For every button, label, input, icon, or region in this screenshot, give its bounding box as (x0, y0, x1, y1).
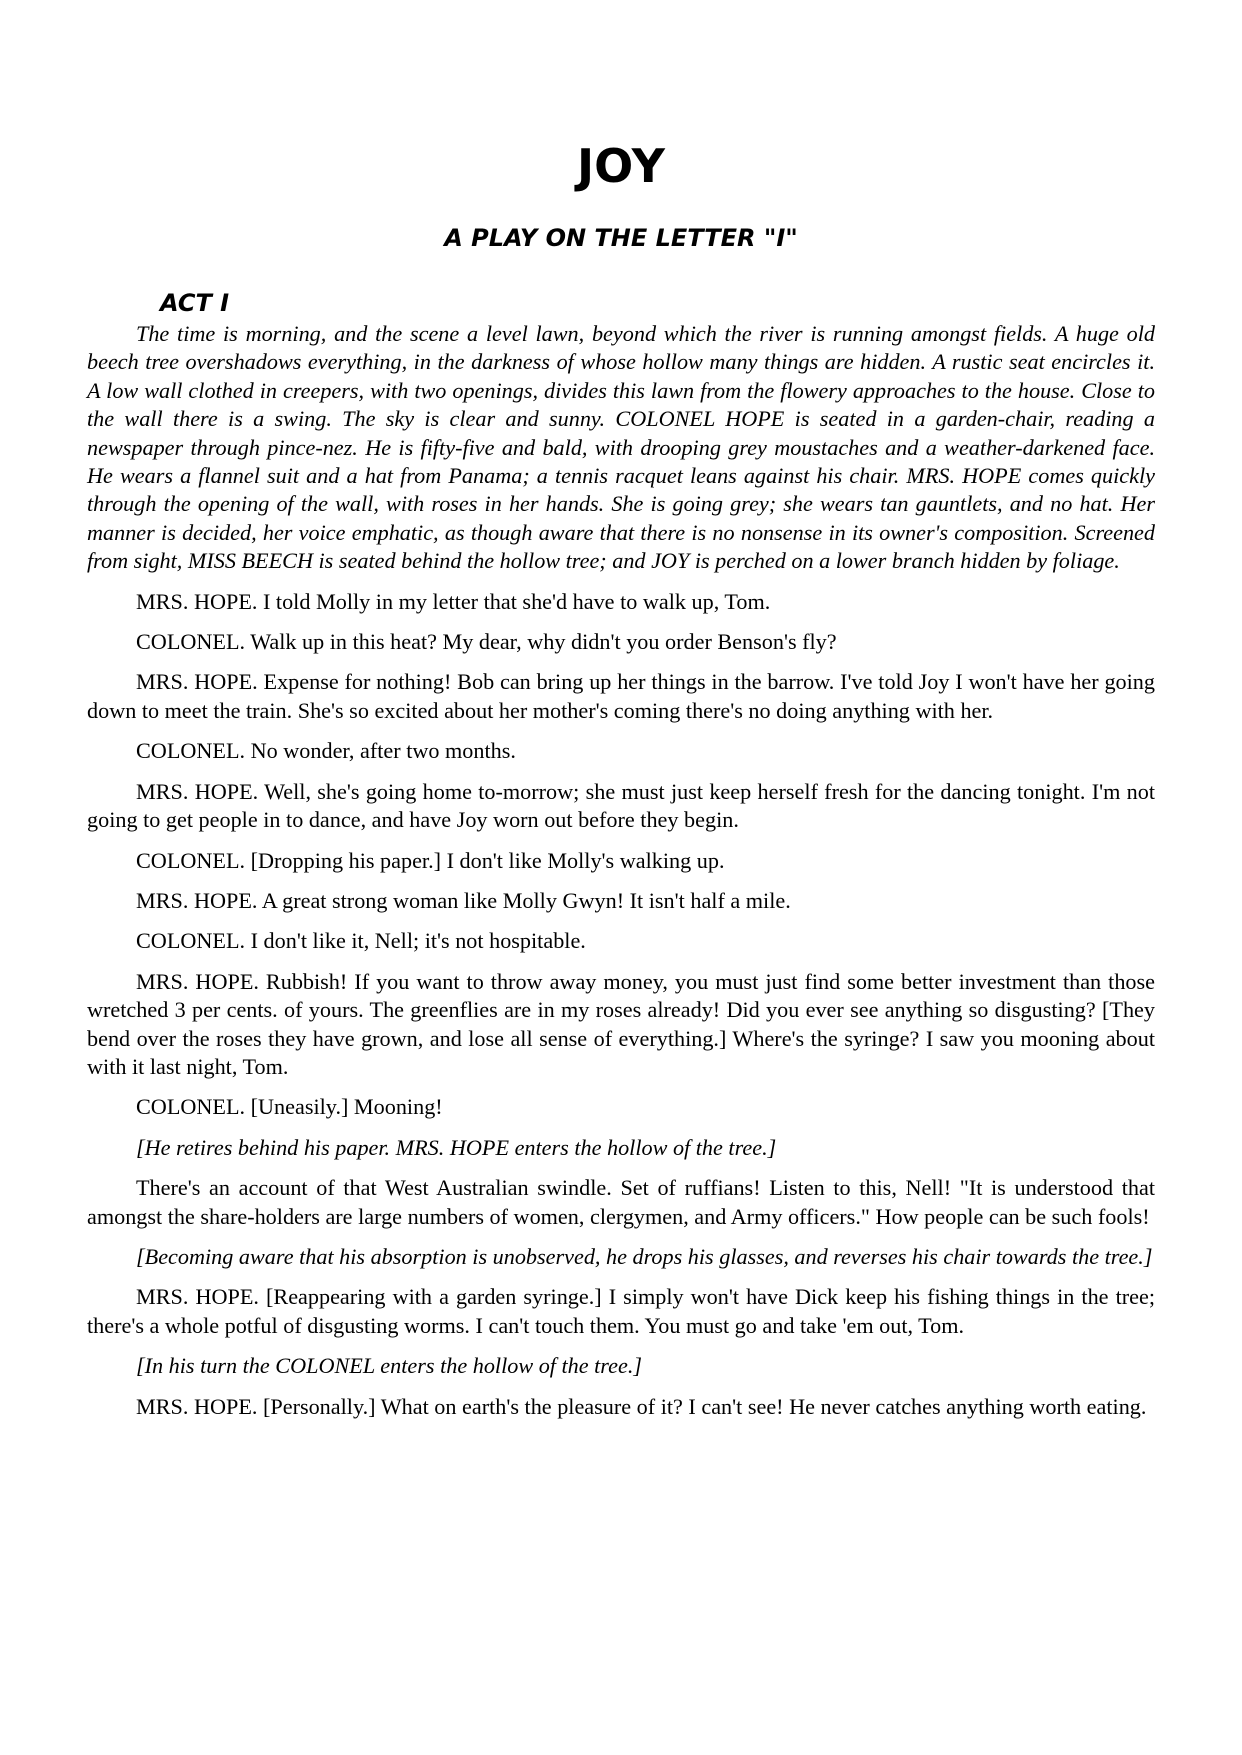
dialogue-line: COLONEL. Walk up in this heat? My dear, why didn't you order Benson's fly? (136, 629, 837, 655)
dialogue-line: MRS. HOPE. Well, she's going home to-morrow; she must just keep herself fresh for the dancing tonight. I'm not going to get people in to dance, and have Joy worn out before they begin. (87, 778, 1155, 833)
play-subtitle: A PLAY ON THE LETTER "I" (444, 224, 798, 252)
play-title: JOY (577, 139, 665, 193)
stage-direction: [In his turn the COLONEL enters the hollow of the tree.] (136, 1353, 642, 1379)
dialogue-line: COLONEL. No wonder, after two months. (136, 738, 516, 764)
dialogue-line: MRS. HOPE. Rubbish! If you want to throw away money, you must just find some better investment than those wretched 3 per cents. of yours. The greenflies are in my roses already! Did you ever see anything so disgusting? [They bend over the roses they have grown, and lose all sense of everything.] Where's the syringe? I saw you mooning about with it last night, Tom. (87, 968, 1155, 1079)
act-heading: ACT I (160, 289, 230, 317)
stage-direction: [Becoming aware that his absorption is unobserved, he drops his glasses, and reverses his chair towards the tree.] (136, 1243, 1153, 1269)
dialogue-line: MRS. HOPE. A great strong woman like Molly Gwyn! It isn't half a mile. (136, 887, 791, 913)
dialogue-line: COLONEL. [Dropping his paper.] I don't like Molly's walking up. (136, 847, 725, 873)
script-body (87, 320, 1155, 1433)
dialogue-line: There's an account of that West Australian swindle. Set of ruffians! Listen to this, Nell! "It is understood that amongst the share-holders are large numbers of women, clergymen, and Army officers." How people can be such fools! (87, 1175, 1155, 1229)
dialogue-line: MRS. HOPE. I told Molly in my letter that she'd have to walk up, Tom. (136, 588, 771, 614)
dialogue-line: MRS. HOPE. [Reappearing with a garden syringe.] I simply won't have Dick keep his fishing things in the tree; there's a whole potful of disgusting worms. I can't touch them. You must go and take 'em out, Tom. (87, 1284, 1155, 1338)
stage-direction: [He retires behind his paper. MRS. HOPE enters the hollow of the tree.] (136, 1134, 777, 1160)
dialogue-line: MRS. HOPE. [Personally.] What on earth's the pleasure of it? I can't see! He never catches anything worth eating. (136, 1393, 1147, 1419)
dialogue-line: COLONEL. I don't like it, Nell; it's not hospitable. (136, 928, 586, 954)
dialogue-line: COLONEL. [Uneasily.] Mooning! (136, 1094, 443, 1120)
stage-direction: The time is morning, and the scene a level lawn, beyond which the river is running amongst fields. A huge old beech tree overshadows everything, in the darkness of whose hollow many things are hidden. A rustic seat encircles it. A low wall clothed in creepers, with two openings, divides this lawn from the flowery approaches to the house. Close to the wall there is a swing. The sky is clear and sunny. COLONEL HOPE is seated in a garden-chair, reading a newspaper through pince-nez. He is fifty-five and bald, with drooping grey moustaches and a weather-darkened face. He wears a flannel suit and a hat from Panama; a tennis racquet leans against his chair. MRS. HOPE comes quickly through the opening of the wall, with roses in her hands. She is going grey; she wears tan gauntlets, and no hat. Her manner is decided, her voice emphatic, as though aware that there is no nonsense in its owner's composition. Screened from sight, MISS BEECH is seated behind the hollow tree; and JOY is perched on a lower branch hidden by foliage. (87, 321, 1155, 574)
dialogue-line: MRS. HOPE. Expense for nothing! Bob can bring up her things in the barrow. I've told Joy I won't have her going down to meet the train. She's so excited about her mother's coming there's no doing anything with her. (87, 669, 1155, 723)
